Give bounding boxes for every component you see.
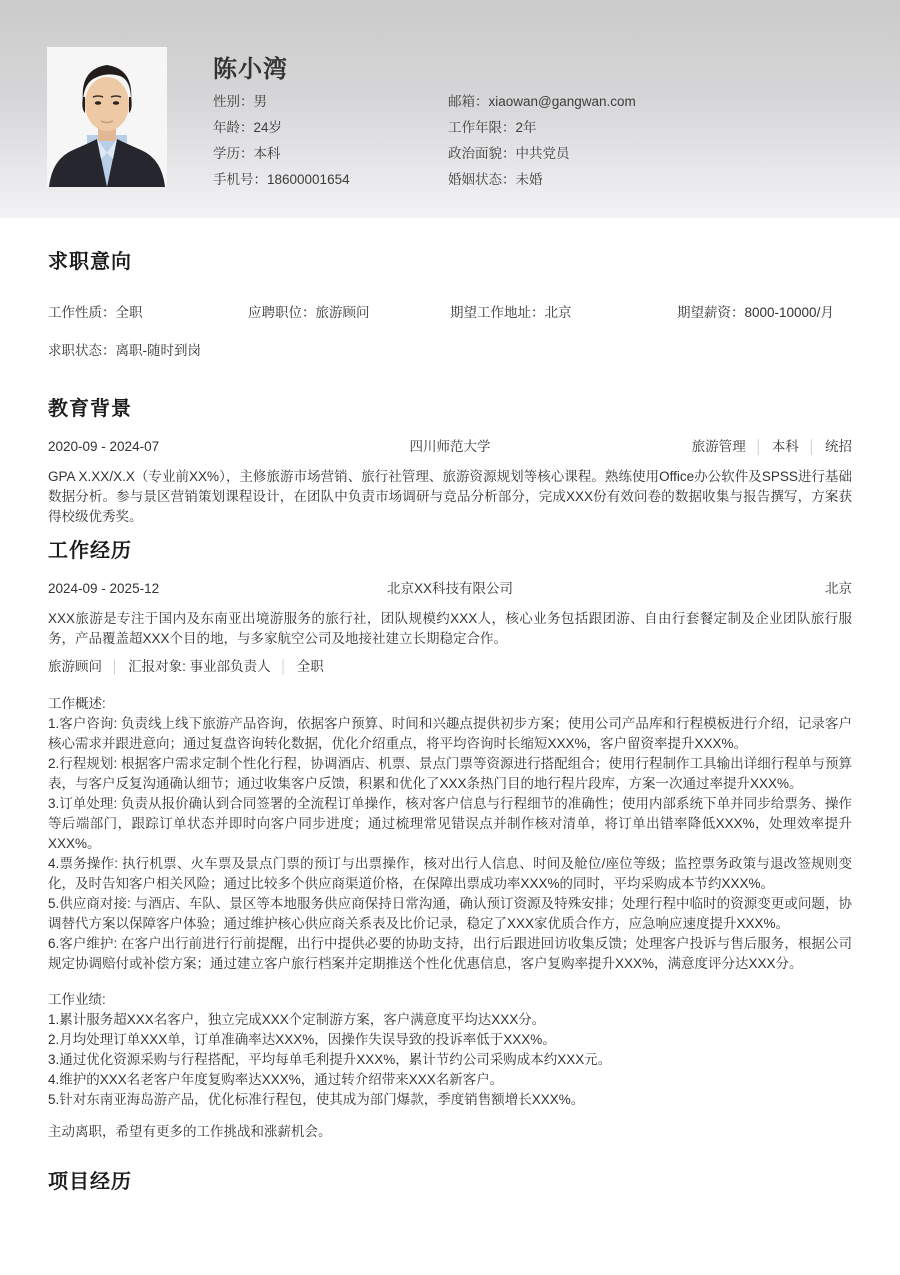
header-field (448, 167, 636, 193)
field-value: xiaowan@gangwan.com (488, 94, 636, 109)
overview-item: 5.供应商对接: 与酒店、车队、景区等本地服务供应商保持日常沟通，确认预订资源及特殊安排；处理行程中临时的资源变更或问题，协调替代方案以保障客户体验；通过维护核心供应商关系表及比价记录，稳定了XXX家优质合作方，应急响应速度提升XXX%。 (48, 896, 852, 931)
header-fields-right (448, 89, 636, 193)
field-label: 期望薪资： (677, 305, 745, 320)
field-value: 全职 (115, 305, 143, 320)
separator-bar: │ (279, 659, 288, 674)
field-label: 婚姻状态： (448, 172, 516, 187)
overview-item: 6.客户维护: 在客户出行前进行行前提醒，出行中提供必要的协助支持，出行后跟进回访收集反馈；处理客户投诉与售后服务，根据公司规定协调赔付或补偿方案；通过建立客户旅行档案并定期推送个性化优惠信息，客户复购率提升XXX%，满意度评分达XXX分。 (48, 936, 852, 971)
leave-reason: 主动离职，希望有更多的工作挑战和涨薪机会。 (48, 1124, 332, 1139)
header-field (213, 115, 448, 141)
job-intention-field (48, 303, 248, 322)
field-value: 中共党员 (515, 146, 570, 161)
position-part: 旅游顾问 (48, 659, 102, 674)
education-meta-item: 本科 (771, 439, 799, 454)
header-field (448, 89, 636, 115)
field-label: 期望工作地址： (450, 305, 545, 320)
work-position-line (48, 657, 852, 677)
section-title-job-intention: 求职意向 (48, 251, 132, 273)
job-intention-row-1 (48, 303, 852, 322)
job-intention-field (248, 303, 450, 322)
education-period: 2020-09 - 2024-07 (48, 439, 160, 454)
work-location: 北京 (825, 581, 852, 596)
work-achievements (48, 990, 852, 1110)
field-label: 工作年限： (448, 120, 516, 135)
resume-body (0, 248, 900, 1196)
field-value: 男 (253, 94, 267, 109)
work-company: 北京XX科技有限公司 (386, 581, 513, 596)
job-intention-row-2 (48, 341, 852, 360)
overview-label: 工作概述: (48, 696, 106, 711)
achievement-item: 2.月均处理订单XXX单，订单准确率达XXX%，因操作失误导致的投诉率低于XXX%。 (48, 1032, 556, 1047)
position-part: 全职 (296, 659, 324, 674)
field-label: 手机号： (213, 172, 267, 187)
separator-bar: │ (807, 439, 816, 454)
achievement-item: 4.维护的XXX名老客户年度复购率达XXX%，通过转介绍带来XXX名新客户。 (48, 1072, 504, 1087)
education-meta-item: 统招 (825, 439, 852, 454)
separator-bar: │ (754, 439, 763, 454)
field-label: 年龄： (213, 120, 254, 135)
field-label: 工作性质： (48, 305, 116, 320)
separator-bar: │ (111, 659, 120, 674)
header-field (213, 167, 448, 193)
achievement-item: 1.累计服务超XXX名客户，独立完成XXX个定制游方案，客户满意度平均达XXX分。 (48, 1012, 546, 1027)
field-label: 邮箱： (448, 94, 489, 109)
header-field (213, 141, 448, 167)
field-value: 18600001654 (267, 172, 350, 187)
field-label: 求职状态： (48, 343, 116, 358)
position-part: 汇报对象: 事业部负责人 (128, 659, 271, 674)
section-title-work-experience: 工作经历 (48, 540, 132, 562)
education-description: GPA X.XX/X.X（专业前XX%），主修旅游市场营销、旅行社管理、旅游资源规划等核心课程。熟练使用Office办公软件及SPSS进行基础数据分析。参与景区营销策划课程设计，在团队中负责市场调研与竞品分析部分，完成XXX份有效问卷的数据收集与报告撰写，方案获得校级优秀奖。 (48, 469, 852, 524)
field-label: 应聘职位： (248, 305, 316, 320)
field-label: 学历： (213, 146, 254, 161)
field-value: 旅游顾问 (315, 305, 370, 320)
education-meta-item: 旅游管理 (691, 439, 746, 454)
portrait-illustration (47, 47, 167, 187)
section-title-education: 教育背景 (48, 398, 132, 420)
header-field (213, 89, 448, 115)
field-value: 8000-10000/月 (744, 305, 834, 320)
field-value: 2年 (515, 120, 537, 135)
job-intention-field (677, 303, 852, 322)
education-meta-row (48, 437, 852, 456)
field-value: 本科 (253, 146, 281, 161)
header-fields-left (213, 89, 448, 193)
work-meta-row (48, 579, 852, 598)
company-intro: XXX旅游是专注于国内及东南亚出境游服务的旅行社，团队规模约XXX人，核心业务包括跟团游、自由行套餐定制及企业团队旅行服务，产品覆盖超XXX个目的地，与多家航空公司及地接社建立长期稳定合作。 (48, 611, 852, 646)
job-intention-field (450, 303, 677, 322)
candidate-name: 陈小湾 (213, 56, 288, 83)
field-label: 性别： (213, 94, 254, 109)
field-value: 离职-随时到岗 (115, 343, 201, 358)
education-major-degree (491, 437, 853, 456)
overview-item: 2.行程规划: 根据客户需求定制个性化行程，协调酒店、机票、景点门票等资源进行搭配组合；使用行程制作工具输出详细行程单与预算表，与客户反复沟通确认细节；通过收集客户反馈，积累和优化了XXX条热门目的地行程片段库，方案一次通过率提升XXX%。 (48, 756, 852, 791)
work-overview (48, 694, 852, 974)
header-field (448, 141, 636, 167)
achievements-label: 工作业绩: (48, 992, 106, 1007)
job-intention-field (48, 341, 852, 360)
field-value: 未婚 (515, 172, 543, 187)
overview-item: 3.订单处理: 负责从报价确认到合同签署的全流程订单操作，核对客户信息与行程细节的准确性；使用内部系统下单并同步给票务、操作等后端部门，跟踪订单状态并即时向客户同步进度；通过梳理常见错误点并制作核对清单，将订单出错率降低XXX%，处理效率提升XXX%。 (48, 796, 852, 851)
resume-header (0, 0, 900, 218)
section-title-project-experience: 项目经历 (48, 1171, 132, 1193)
overview-item: 4.票务操作: 执行机票、火车票及景点门票的预订与出票操作，核对出行人信息、时间及舱位/座位等级；监控票务政策与退改签规则变化，及时告知客户相关风险；通过比较多个供应商渠道价格，在保障出票成功率XXX%的同时，平均采购成本节约XXX%。 (48, 856, 852, 891)
field-value: 北京 (544, 305, 572, 320)
education-school: 四川师范大学 (409, 439, 491, 454)
profile-photo (47, 47, 167, 187)
field-label: 政治面貌： (448, 146, 516, 161)
achievement-item: 3.通过优化资源采购与行程搭配，平均每单毛利提升XXX%，累计节约公司采购成本约XXX元。 (48, 1052, 612, 1067)
overview-item: 1.客户咨询: 负责线上线下旅游产品咨询，依据客户预算、时间和兴趣点提供初步方案；使用公司产品库和行程模板进行介绍，记录客户核心需求并跟进意向；通过复盘咨询转化数据，优化介绍重点，将平均咨询时长缩短XXX%，客户留资率提升XXX%。 (48, 716, 852, 751)
work-period: 2024-09 - 2025-12 (48, 581, 160, 596)
header-field (448, 115, 636, 141)
field-value: 24岁 (253, 120, 283, 135)
achievement-item: 5.针对东南亚海岛游产品，优化标准行程包，使其成为部门爆款，季度销售额增长XXX%。 (48, 1092, 585, 1107)
